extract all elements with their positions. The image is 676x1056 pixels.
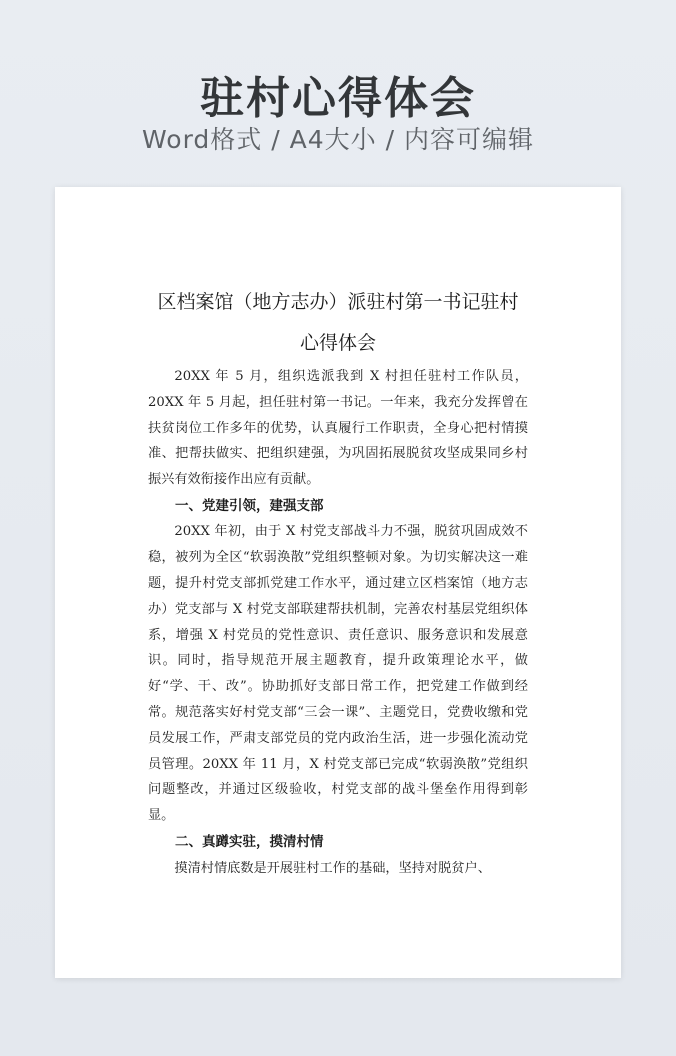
- paragraph-3: 摸清村情底数是开展驻村工作的基础，坚持对脱贫户、: [174, 860, 491, 876]
- banner: [0, 0, 676, 180]
- banner-subtitle: Word格式 / A4大小 / 内容可编辑: [142, 125, 534, 154]
- paragraph-2: 20XX 年初，由于 X 村党支部战斗力不强，脱贫巩固成效不稳，被列为全区“软弱涣散”党组织整顿对象。为切实解决这一难题，提升村党支部抓党建工作水平，通过建立区档案馆（地方志办）党支部与 X 村党支部联建帮扶机制，完善农村基层党组织体系，增强 X 村党员的党性意识、责任意识、服务意识和发展意识。同时，指导规范开展主题教育，提升政策理论水平，做好“学、干、改”。协助抓好支部日常工作，把党建工作做到经常。规范落实好村党支部“三会一课”、主题党日，党费收缴和党员发展工作，严肃支部党员的党内政治生活，进一步强化流动党员管理。20XX 年 11 月，X 村党支部已完成“软弱涣散”党组织问题整改，并通过区级验收，村党支部的战斗堡垒作用得到彰显。: [148, 524, 528, 824]
- paragraph-1: 20XX 年 5 月，组织选派我到 X 村担任驻村工作队员，20XX 年 5 月起，担任驻村第一书记。一年来，我充分发挥曾在扶贫岗位工作多年的优势，认真履行工作职责，全身心把村情摸准、把帮扶做实、把组织建强，为巩固拓展脱贫攻坚成果同乡村振兴有效衔接作出应有贡献。: [148, 369, 528, 488]
- section-heading-1: 一、党建引领，建强支部: [175, 497, 324, 514]
- document-title: [125, 282, 551, 364]
- document-title-line-2: 心得体会: [299, 332, 376, 354]
- document-page: [55, 187, 621, 978]
- document-title-line-1: 区档案馆（地方志办）派驻村第一书记驻村: [157, 291, 519, 313]
- section-heading-2: 二、真蹲实驻，摸清村情: [175, 834, 324, 851]
- banner-title: 驻村心得体会: [200, 73, 476, 124]
- document-body: [148, 364, 528, 881]
